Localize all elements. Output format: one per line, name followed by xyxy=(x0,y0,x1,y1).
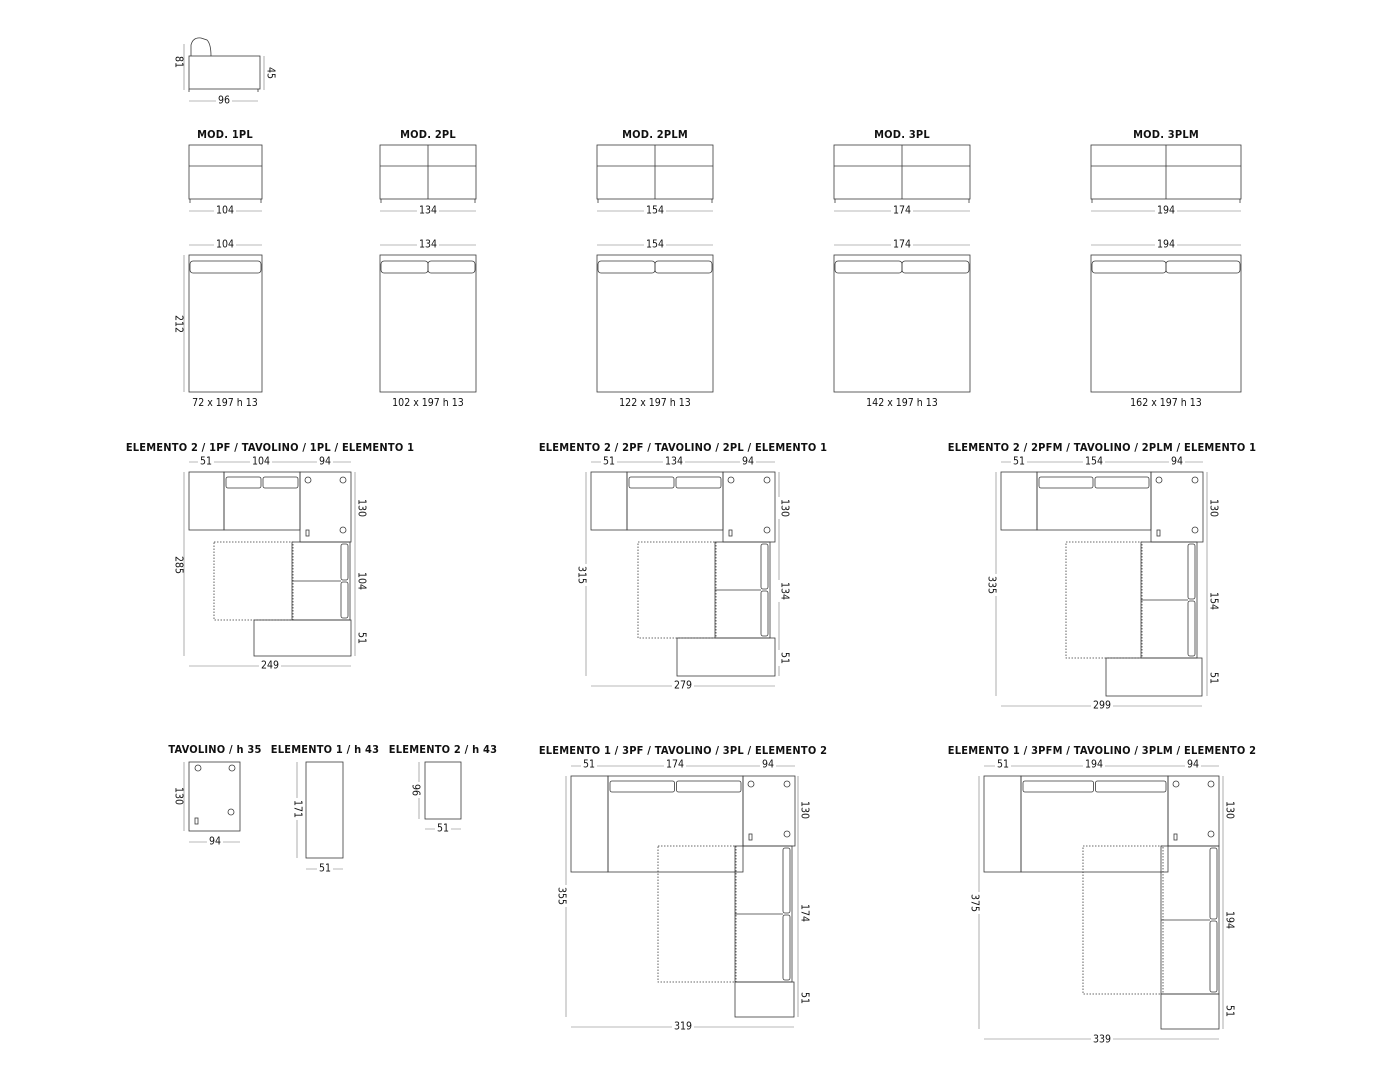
composition-1-tavolino xyxy=(300,472,351,542)
composition-4-sofa xyxy=(608,776,743,872)
composition-2-side-pillow xyxy=(761,544,768,589)
composition-1-tavolino-hole xyxy=(305,477,311,483)
composition-1-bed xyxy=(214,542,293,620)
comp1-width-dim: 249 xyxy=(260,659,280,672)
composition-2-tavolino-hole xyxy=(764,477,770,483)
comp2-top-dim-2: 134 xyxy=(664,455,684,468)
tavolino-hole xyxy=(228,809,234,815)
module-title-2pl: MOD. 2PL xyxy=(400,128,456,141)
comp4-top-dim-2: 174 xyxy=(665,758,685,771)
comp5-top-dim-1: 51 xyxy=(996,758,1010,771)
composition-3-pillow xyxy=(1095,477,1149,488)
mattress-size-1pl: 72 x 197 h 13 xyxy=(192,397,258,409)
front-width-3pl: 174 xyxy=(892,204,912,217)
composition-5-pillow xyxy=(1096,781,1167,792)
composition-2-tavolino xyxy=(723,472,775,542)
module-plan-pillow xyxy=(835,261,902,273)
comp5-right-dim-2: 194 xyxy=(1223,910,1236,930)
comp2-right-dim-1: 130 xyxy=(778,498,791,518)
composition-1-tavolino-hole xyxy=(340,527,346,533)
composition-2-tavolino-hole xyxy=(728,477,734,483)
comp1-height-dim: 285 xyxy=(172,555,185,575)
tavolino-hole xyxy=(229,765,235,771)
composition-4-pillow xyxy=(610,781,675,792)
mattress-size-3pl: 142 x 197 h 13 xyxy=(866,397,938,409)
mattress-size-3plm: 162 x 197 h 13 xyxy=(1130,397,1202,409)
module-plan-pillow xyxy=(1166,261,1240,273)
element-title-elemento-2: ELEMENTO 2 / h 43 xyxy=(388,743,498,756)
module-plan-1 xyxy=(380,255,476,392)
composition-4-tavolino-hole xyxy=(748,781,754,787)
composition-5-tavolino xyxy=(1168,776,1219,846)
composition-title-3: ELEMENTO 2 / 2PFM / TAVOLINO / 2PLM / ELEMENTO 1 xyxy=(947,441,1257,454)
module-plan-pillow xyxy=(190,261,261,273)
comp1-top-dim-1: 51 xyxy=(199,455,213,468)
comp4-height-dim: 355 xyxy=(555,886,568,906)
elemento2-length-dim: 96 xyxy=(409,783,422,797)
composition-2-elemento-bottom xyxy=(677,638,775,676)
module-front-0 xyxy=(189,145,262,199)
composition-5-bed xyxy=(1083,846,1163,994)
comp4-right-dim-3: 51 xyxy=(798,991,811,1005)
composition-4-tavolino-slot xyxy=(749,834,752,840)
composition-4-side-pillow xyxy=(783,848,790,913)
module-plan-0 xyxy=(189,255,262,392)
composition-1-tavolino-hole xyxy=(340,477,346,483)
plan-width-3pl: 174 xyxy=(892,238,912,251)
composition-5-tavolino-hole xyxy=(1208,781,1214,787)
comp3-top-dim-1: 51 xyxy=(1012,455,1026,468)
tavolino-width-dim: 94 xyxy=(208,835,222,848)
composition-1-side-pillow xyxy=(341,582,348,618)
comp2-right-dim-2: 134 xyxy=(778,581,791,601)
comp3-top-dim-3: 94 xyxy=(1170,455,1184,468)
composition-4-tavolino-hole xyxy=(784,781,790,787)
plan-depth-dim: 212 xyxy=(172,314,185,334)
composition-2-elemento xyxy=(591,472,627,530)
composition-2-bed xyxy=(638,542,716,638)
comp4-right-dim-1: 130 xyxy=(798,800,811,820)
comp4-width-dim: 319 xyxy=(673,1020,693,1033)
composition-4-elemento xyxy=(571,776,608,872)
mattress-size-2pl: 102 x 197 h 13 xyxy=(392,397,464,409)
comp4-right-dim-2: 174 xyxy=(798,903,811,923)
side-view-backrest xyxy=(191,38,211,56)
composition-2-pillow xyxy=(629,477,674,488)
composition-2-side-pillow xyxy=(761,591,768,636)
front-width-2plm: 154 xyxy=(645,204,665,217)
composition-4-tavolino xyxy=(743,776,795,846)
comp1-top-dim-3: 94 xyxy=(318,455,332,468)
module-plan-pillow xyxy=(598,261,655,273)
module-plan-pillow xyxy=(1092,261,1166,273)
composition-2-pillow xyxy=(676,477,721,488)
composition-3-elemento xyxy=(1001,472,1037,530)
comp5-right-dim-1: 130 xyxy=(1223,800,1236,820)
front-width-3plm: 194 xyxy=(1156,204,1176,217)
composition-1-sofa xyxy=(224,472,300,530)
comp3-right-dim-3: 51 xyxy=(1207,671,1220,685)
composition-4-bed xyxy=(658,846,736,982)
composition-5-tavolino-hole xyxy=(1173,781,1179,787)
side-view-body xyxy=(189,56,260,89)
composition-2-sofa xyxy=(627,472,723,530)
module-title-3plm: MOD. 3PLM xyxy=(1133,128,1199,141)
composition-4-tavolino-hole xyxy=(784,831,790,837)
module-plan-pillow xyxy=(381,261,428,273)
composition-3-tavolino-slot xyxy=(1157,530,1160,536)
comp4-top-dim-1: 51 xyxy=(582,758,596,771)
composition-3-tavolino xyxy=(1151,472,1203,542)
composition-2-tavolino-hole xyxy=(764,527,770,533)
module-plan-pillow xyxy=(428,261,475,273)
composition-title-2: ELEMENTO 2 / 2PF / TAVOLINO / 2PL / ELEMENTO 1 xyxy=(538,441,828,454)
comp3-width-dim: 299 xyxy=(1092,699,1112,712)
elemento2-width-dim: 51 xyxy=(436,822,450,835)
comp5-top-dim-2: 194 xyxy=(1084,758,1104,771)
composition-3-sofa xyxy=(1037,472,1151,530)
element-title-tavolino: TAVOLINO / h 35 xyxy=(168,743,262,756)
composition-3-tavolino-hole xyxy=(1192,477,1198,483)
tavolino-hole xyxy=(195,765,201,771)
composition-3-side-pillow xyxy=(1188,544,1195,599)
comp1-right-dim-1: 130 xyxy=(355,498,368,518)
comp2-top-dim-1: 51 xyxy=(602,455,616,468)
elemento2-plan xyxy=(425,762,461,819)
composition-1-side-pillow xyxy=(341,544,348,580)
composition-1-pillow xyxy=(263,477,298,488)
composition-5-elemento xyxy=(984,776,1021,872)
composition-5-side-pillow xyxy=(1210,848,1217,919)
plan-width-1pl: 104 xyxy=(215,238,235,251)
plan-width-3plm: 194 xyxy=(1156,238,1176,251)
comp2-width-dim: 279 xyxy=(673,679,693,692)
composition-3-tavolino-hole xyxy=(1156,477,1162,483)
composition-5-side-pillow xyxy=(1210,921,1217,992)
module-title-1pl: MOD. 1PL xyxy=(197,128,253,141)
composition-5-tavolino-hole xyxy=(1208,831,1214,837)
side-depth-dim: 96 xyxy=(217,94,231,107)
comp2-right-dim-3: 51 xyxy=(778,651,791,665)
composition-title-4: ELEMENTO 1 / 3PF / TAVOLINO / 3PL / ELEMENTO 2 xyxy=(538,744,828,757)
composition-3-elemento-bottom xyxy=(1106,658,1202,696)
comp2-height-dim: 315 xyxy=(575,565,588,585)
comp3-height-dim: 335 xyxy=(985,575,998,595)
element-title-elemento-1: ELEMENTO 1 / h 43 xyxy=(270,743,380,756)
composition-4-pillow xyxy=(677,781,742,792)
front-width-2pl: 134 xyxy=(418,204,438,217)
plan-width-2pl: 134 xyxy=(418,238,438,251)
comp3-top-dim-2: 154 xyxy=(1084,455,1104,468)
comp5-height-dim: 375 xyxy=(968,893,981,913)
composition-5-sofa xyxy=(1021,776,1168,872)
comp2-top-dim-3: 94 xyxy=(741,455,755,468)
module-plan-2 xyxy=(597,255,713,392)
comp1-top-dim-2: 104 xyxy=(251,455,271,468)
tavolino-plan xyxy=(189,762,240,831)
comp5-top-dim-3: 94 xyxy=(1186,758,1200,771)
module-title-2plm: MOD. 2PLM xyxy=(622,128,688,141)
side-height-dim: 81 xyxy=(172,55,185,69)
composition-5-pillow xyxy=(1023,781,1094,792)
composition-1-elemento xyxy=(189,472,224,530)
module-plan-3 xyxy=(834,255,970,392)
composition-1-elemento-bottom xyxy=(254,620,351,656)
module-title-3pl: MOD. 3PL xyxy=(874,128,930,141)
comp4-top-dim-3: 94 xyxy=(761,758,775,771)
mattress-size-2plm: 122 x 197 h 13 xyxy=(619,397,691,409)
plan-width-2plm: 154 xyxy=(645,238,665,251)
comp3-right-dim-2: 154 xyxy=(1207,591,1220,611)
front-width-1pl: 104 xyxy=(215,204,235,217)
composition-5-tavolino-slot xyxy=(1174,834,1177,840)
tavolino-depth-dim: 130 xyxy=(172,786,185,806)
composition-3-tavolino-hole xyxy=(1192,527,1198,533)
elemento1-length-dim: 171 xyxy=(291,799,304,819)
module-plan-pillow xyxy=(902,261,969,273)
composition-1-pillow xyxy=(226,477,261,488)
side-seat-height-dim: 45 xyxy=(264,66,277,80)
comp1-right-dim-3: 51 xyxy=(355,631,368,645)
composition-title-1: ELEMENTO 2 / 1PF / TAVOLINO / 1PL / ELEMENTO 1 xyxy=(125,441,415,454)
composition-3-bed xyxy=(1066,542,1142,658)
composition-1-tavolino-slot xyxy=(306,530,309,536)
composition-title-5: ELEMENTO 1 / 3PFM / TAVOLINO / 3PLM / ELEMENTO 2 xyxy=(947,744,1257,757)
comp1-right-dim-2: 104 xyxy=(355,571,368,591)
module-plan-pillow xyxy=(655,261,712,273)
composition-4-side-pillow xyxy=(783,915,790,980)
comp5-width-dim: 339 xyxy=(1092,1033,1112,1046)
comp3-right-dim-1: 130 xyxy=(1207,498,1220,518)
composition-4-elemento-bottom xyxy=(735,982,794,1017)
elemento1-plan xyxy=(306,762,343,858)
tavolino-slot xyxy=(195,818,198,824)
module-plan-4 xyxy=(1091,255,1241,392)
comp5-right-dim-3: 51 xyxy=(1223,1004,1236,1018)
composition-3-pillow xyxy=(1039,477,1093,488)
composition-3-side-pillow xyxy=(1188,601,1195,656)
composition-2-tavolino-slot xyxy=(729,530,732,536)
elemento1-width-dim: 51 xyxy=(318,862,332,875)
composition-5-elemento-bottom xyxy=(1161,994,1219,1029)
